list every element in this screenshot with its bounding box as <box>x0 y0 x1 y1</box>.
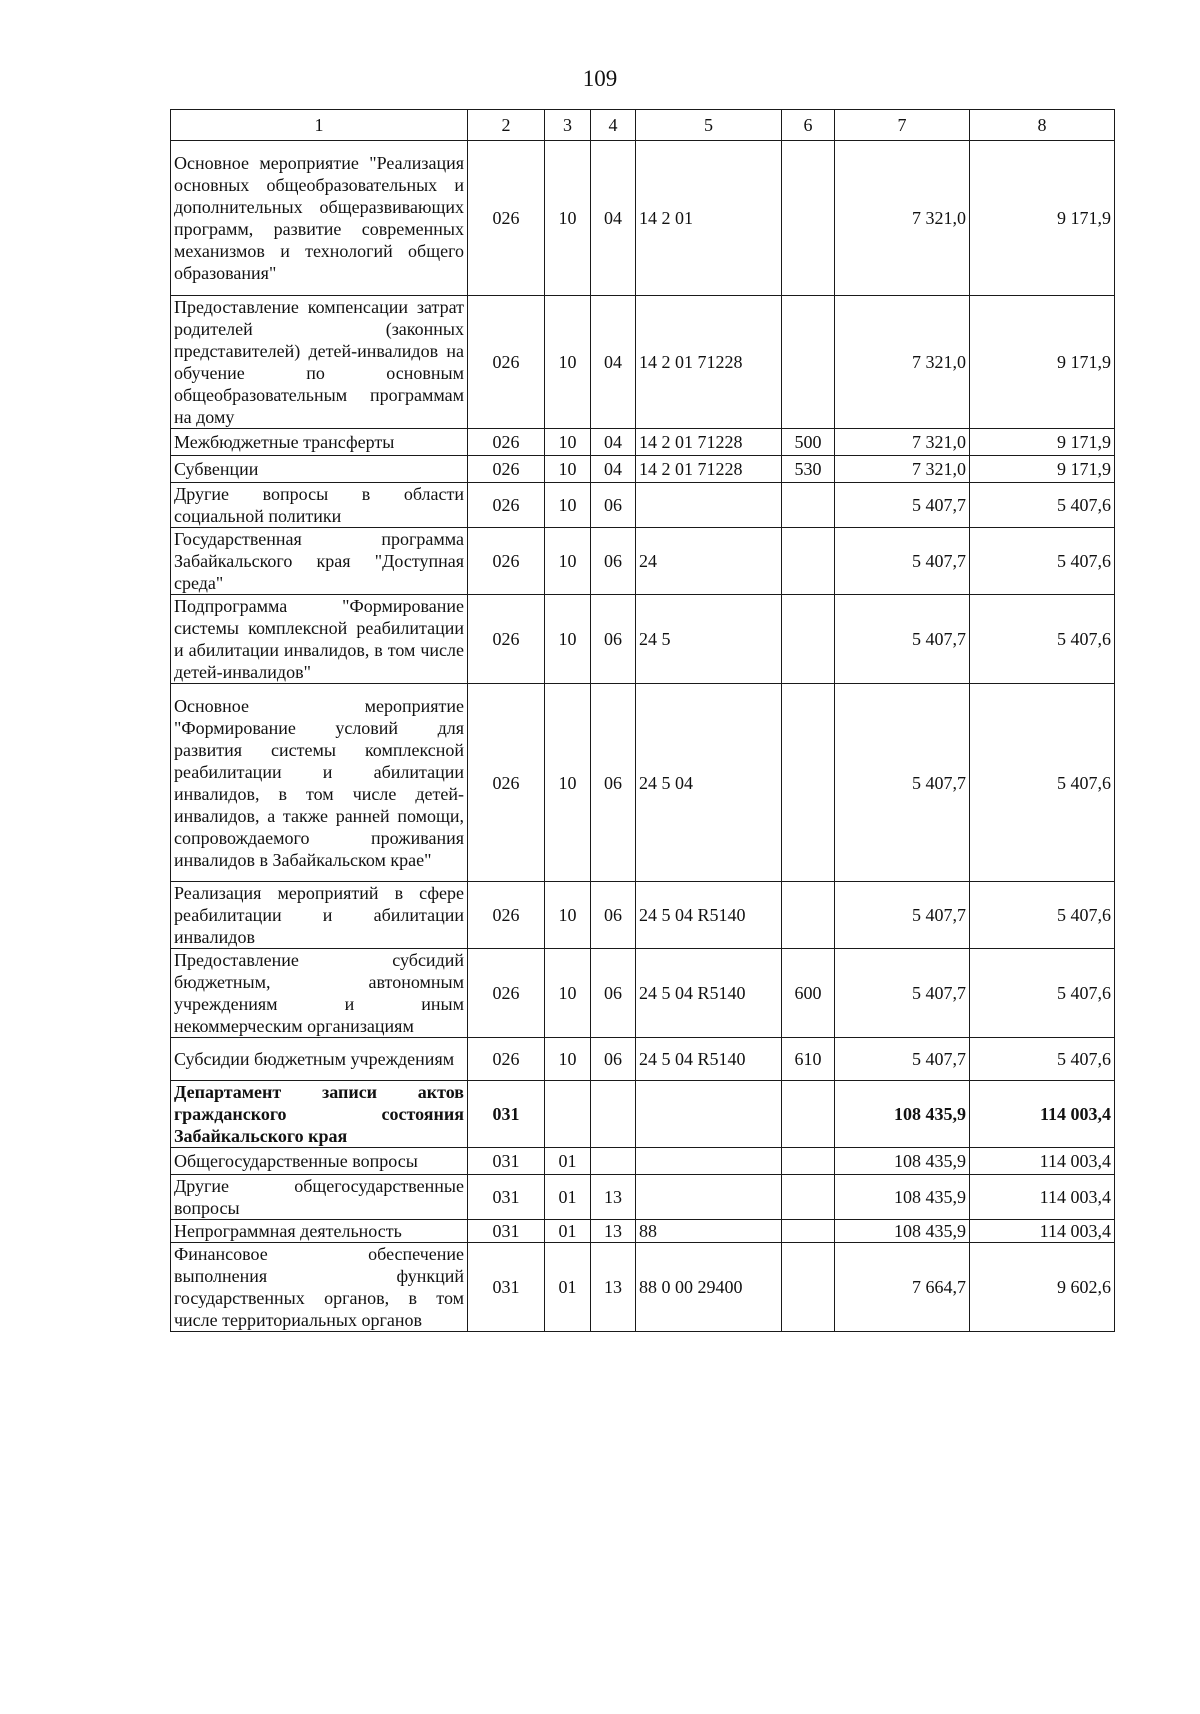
row-name: Непрограммная деятельность <box>171 1220 468 1243</box>
row-name: Субсидии бюджетным учреждениям <box>171 1038 468 1081</box>
row-target-article: 14 2 01 71228 <box>636 296 782 429</box>
table-row <box>171 1175 1115 1220</box>
table-row <box>171 595 1115 684</box>
table-row <box>171 296 1115 429</box>
row-ministry-code: 031 <box>468 1175 545 1220</box>
row-section-code: 01 <box>545 1175 591 1220</box>
row-subsection-code <box>591 1081 636 1148</box>
row-name: Подпрограмма "Формирование системы комплексной реабилитации и абилитации инвалидов, в том числе детей-инвалидов" <box>171 595 468 684</box>
row-subsection-code: 04 <box>591 141 636 296</box>
row-ministry-code: 026 <box>468 1038 545 1081</box>
row-target-article: 14 2 01 71228 <box>636 429 782 456</box>
header-row <box>171 110 1115 141</box>
header-col-7: 7 <box>835 110 970 141</box>
table-row <box>171 429 1115 456</box>
row-section-code: 10 <box>545 141 591 296</box>
row-ministry-code: 026 <box>468 528 545 595</box>
row-ministry-code: 031 <box>468 1148 545 1175</box>
row-section-code: 10 <box>545 429 591 456</box>
header-col-6: 6 <box>782 110 835 141</box>
row-ministry-code: 026 <box>468 141 545 296</box>
row-expense-type: 530 <box>782 456 835 483</box>
row-ministry-code: 026 <box>468 296 545 429</box>
row-amount-year-1: 5 407,7 <box>835 882 970 949</box>
row-amount-year-1: 108 435,9 <box>835 1220 970 1243</box>
row-subsection-code: 04 <box>591 456 636 483</box>
row-section-code <box>545 1081 591 1148</box>
row-amount-year-1: 5 407,7 <box>835 949 970 1038</box>
row-section-code: 01 <box>545 1243 591 1332</box>
row-amount-year-2: 114 003,4 <box>970 1220 1115 1243</box>
row-ministry-code: 026 <box>468 684 545 882</box>
row-target-article <box>636 483 782 528</box>
row-target-article: 24 5 04 R5140 <box>636 949 782 1038</box>
row-section-code: 01 <box>545 1148 591 1175</box>
row-expense-type <box>782 1220 835 1243</box>
row-target-article: 14 2 01 <box>636 141 782 296</box>
row-amount-year-2: 9 171,9 <box>970 296 1115 429</box>
table-row <box>171 882 1115 949</box>
header-col-5: 5 <box>636 110 782 141</box>
row-subsection-code: 06 <box>591 882 636 949</box>
row-target-article: 14 2 01 71228 <box>636 456 782 483</box>
row-subsection-code: 06 <box>591 483 636 528</box>
row-amount-year-2: 9 602,6 <box>970 1243 1115 1332</box>
row-subsection-code: 06 <box>591 684 636 882</box>
row-amount-year-2: 114 003,4 <box>970 1148 1115 1175</box>
row-expense-type: 600 <box>782 949 835 1038</box>
row-expense-type <box>782 483 835 528</box>
row-section-code: 10 <box>545 882 591 949</box>
row-target-article: 24 5 04 R5140 <box>636 882 782 949</box>
row-amount-year-1: 5 407,7 <box>835 684 970 882</box>
row-amount-year-1: 108 435,9 <box>835 1175 970 1220</box>
row-amount-year-1: 7 664,7 <box>835 1243 970 1332</box>
row-subsection-code: 06 <box>591 528 636 595</box>
row-name: Предоставление компенсации затрат родителей (законных представителей) детей-инвалидов на обучение по основным общеобразовательным программам на дому <box>171 296 468 429</box>
table-row <box>171 1243 1115 1332</box>
row-expense-type: 610 <box>782 1038 835 1081</box>
row-section-code: 01 <box>545 1220 591 1243</box>
row-name: Департамент записи актов гражданского состояния Забайкальского края <box>171 1081 468 1148</box>
table-row <box>171 949 1115 1038</box>
row-subsection-code <box>591 1148 636 1175</box>
row-amount-year-2: 9 171,9 <box>970 141 1115 296</box>
row-amount-year-1: 7 321,0 <box>835 296 970 429</box>
row-ministry-code: 026 <box>468 483 545 528</box>
row-amount-year-2: 114 003,4 <box>970 1175 1115 1220</box>
row-target-article <box>636 1148 782 1175</box>
page-number: 109 <box>582 66 618 91</box>
row-section-code: 10 <box>545 684 591 882</box>
table-row <box>171 141 1115 296</box>
row-amount-year-1: 5 407,7 <box>835 528 970 595</box>
row-expense-type <box>782 684 835 882</box>
table-row <box>171 528 1115 595</box>
row-expense-type <box>782 528 835 595</box>
row-amount-year-2: 5 407,6 <box>970 595 1115 684</box>
row-target-article: 24 5 04 <box>636 684 782 882</box>
table-row <box>171 1038 1115 1081</box>
row-amount-year-1: 7 321,0 <box>835 429 970 456</box>
row-name: Финансовое обеспечение выполнения функций государственных органов, в том числе территориальных органов <box>171 1243 468 1332</box>
header-col-3: 3 <box>545 110 591 141</box>
row-subsection-code: 06 <box>591 1038 636 1081</box>
row-amount-year-1: 108 435,9 <box>835 1148 970 1175</box>
table-row <box>171 684 1115 882</box>
header-col-4: 4 <box>591 110 636 141</box>
row-expense-type <box>782 1175 835 1220</box>
row-expense-type <box>782 1148 835 1175</box>
row-expense-type <box>782 595 835 684</box>
row-name: Реализация мероприятий в сфере реабилитации и абилитации инвалидов <box>171 882 468 949</box>
row-expense-type <box>782 296 835 429</box>
row-amount-year-2: 5 407,6 <box>970 882 1115 949</box>
row-section-code: 10 <box>545 949 591 1038</box>
row-section-code: 10 <box>545 528 591 595</box>
row-subsection-code: 13 <box>591 1243 636 1332</box>
row-target-article: 88 <box>636 1220 782 1243</box>
row-amount-year-2: 5 407,6 <box>970 1038 1115 1081</box>
row-ministry-code: 031 <box>468 1220 545 1243</box>
row-name: Предоставление субсидий бюджетным, автономным учреждениям и иным некоммерческим организациям <box>171 949 468 1038</box>
row-amount-year-2: 5 407,6 <box>970 483 1115 528</box>
row-amount-year-2: 5 407,6 <box>970 684 1115 882</box>
row-section-code: 10 <box>545 296 591 429</box>
row-target-article <box>636 1081 782 1148</box>
table-row <box>171 456 1115 483</box>
row-amount-year-1: 5 407,7 <box>835 483 970 528</box>
row-subsection-code: 06 <box>591 595 636 684</box>
row-ministry-code: 026 <box>468 949 545 1038</box>
budget-table <box>170 109 1115 1332</box>
row-amount-year-1: 7 321,0 <box>835 141 970 296</box>
table-row <box>171 1081 1115 1148</box>
row-name: Основное мероприятие "Реализация основных общеобразовательных и дополнительных общеразвивающих программ, развитие современных механизмов и технологий общего образования" <box>171 141 468 296</box>
row-ministry-code: 026 <box>468 595 545 684</box>
table-row <box>171 483 1115 528</box>
row-ministry-code: 026 <box>468 456 545 483</box>
table-row <box>171 1220 1115 1243</box>
row-amount-year-2: 9 171,9 <box>970 456 1115 483</box>
row-expense-type <box>782 1081 835 1148</box>
row-expense-type <box>782 882 835 949</box>
row-target-article: 24 5 <box>636 595 782 684</box>
row-amount-year-1: 5 407,7 <box>835 1038 970 1081</box>
table-body <box>171 141 1115 1332</box>
row-name: Другие вопросы в области социальной политики <box>171 483 468 528</box>
row-ministry-code: 026 <box>468 429 545 456</box>
row-amount-year-1: 108 435,9 <box>835 1081 970 1148</box>
header-col-1: 1 <box>171 110 468 141</box>
row-target-article: 88 0 00 29400 <box>636 1243 782 1332</box>
row-ministry-code: 031 <box>468 1081 545 1148</box>
row-name: Государственная программа Забайкальского края "Доступная среда" <box>171 528 468 595</box>
row-expense-type: 500 <box>782 429 835 456</box>
row-target-article: 24 5 04 R5140 <box>636 1038 782 1081</box>
row-name: Межбюджетные трансферты <box>171 429 468 456</box>
row-subsection-code: 04 <box>591 296 636 429</box>
row-subsection-code: 13 <box>591 1175 636 1220</box>
row-name: Общегосударственные вопросы <box>171 1148 468 1175</box>
row-subsection-code: 06 <box>591 949 636 1038</box>
row-amount-year-2: 114 003,4 <box>970 1081 1115 1148</box>
row-expense-type <box>782 141 835 296</box>
row-amount-year-2: 9 171,9 <box>970 429 1115 456</box>
row-section-code: 10 <box>545 456 591 483</box>
row-ministry-code: 031 <box>468 1243 545 1332</box>
header-col-2: 2 <box>468 110 545 141</box>
header-col-8: 8 <box>970 110 1115 141</box>
row-name: Субвенции <box>171 456 468 483</box>
row-name: Основное мероприятие "Формирование условий для развития системы комплексной реабилитации и абилитации инвалидов, в том числе детей-инвалидов, а также ранней помощи, сопровождаемого проживания инвалидов в Забайкальском крае" <box>171 684 468 882</box>
row-subsection-code: 04 <box>591 429 636 456</box>
table-row <box>171 1148 1115 1175</box>
row-amount-year-1: 5 407,7 <box>835 595 970 684</box>
row-subsection-code: 13 <box>591 1220 636 1243</box>
row-target-article: 24 <box>636 528 782 595</box>
row-amount-year-2: 5 407,6 <box>970 528 1115 595</box>
row-expense-type <box>782 1243 835 1332</box>
row-amount-year-2: 5 407,6 <box>970 949 1115 1038</box>
row-ministry-code: 026 <box>468 882 545 949</box>
row-name: Другие общегосударственные вопросы <box>171 1175 468 1220</box>
row-amount-year-1: 7 321,0 <box>835 456 970 483</box>
row-section-code: 10 <box>545 1038 591 1081</box>
row-section-code: 10 <box>545 483 591 528</box>
row-target-article <box>636 1175 782 1220</box>
row-section-code: 10 <box>545 595 591 684</box>
